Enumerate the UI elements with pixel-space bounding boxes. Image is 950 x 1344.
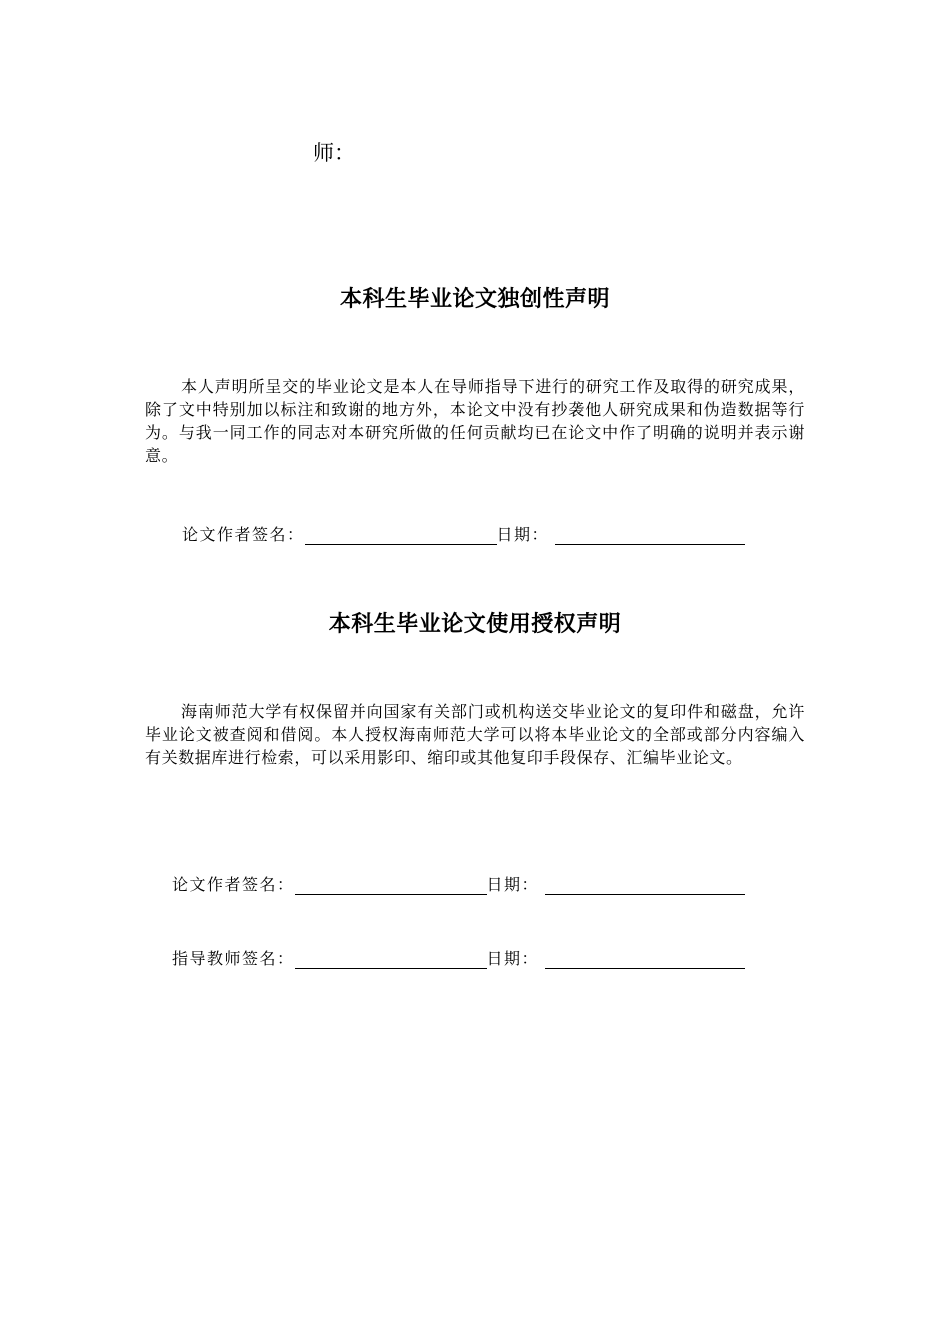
originality-title: 本科生毕业论文独创性声明 xyxy=(339,287,610,312)
author-signature-label: 论文作者签名： xyxy=(182,525,305,544)
author-signature-label: 论文作者签名： xyxy=(172,875,295,894)
authorization-advisor-signature-row xyxy=(172,948,745,970)
authorization-body: 海南师范大学有权保留并向国家有关部门或机构送交毕业论文的复印件和磁盘，允许毕业论文被查阅和借阅。本人授权海南师范大学可以将本毕业论文的全部或部分内容编入有关数据库进行检索，可以采用影印、缩印或其他复印手段保存、汇编毕业论文。 xyxy=(145,702,805,767)
date-line[interactable] xyxy=(555,528,745,545)
date-label: 日期： xyxy=(496,525,550,544)
originality-signature-row xyxy=(182,524,745,546)
date-line[interactable] xyxy=(545,878,745,895)
date-line[interactable] xyxy=(545,952,745,969)
authorization-author-signature-row xyxy=(172,874,745,896)
date-label: 日期： xyxy=(486,875,540,894)
originality-body: 本人声明所呈交的毕业论文是本人在导师指导下进行的研究工作及取得的研究成果，除了文中特别加以标注和致谢的地方外，本论文中没有抄袭他人研究成果和伪造数据等行为。与我一同工作的同志对本研究所做的任何贡献均已在论文中作了明确的说明并表示谢意。 xyxy=(145,377,805,465)
author-signature-line[interactable] xyxy=(295,878,487,895)
advisor-signature-line[interactable] xyxy=(295,952,487,969)
advisor-label-fragment: 师： xyxy=(313,141,355,165)
date-label: 日期： xyxy=(486,949,540,968)
authorization-title: 本科生毕业论文使用授权声明 xyxy=(328,612,622,637)
author-signature-line[interactable] xyxy=(305,528,497,545)
advisor-signature-label: 指导教师签名： xyxy=(172,949,295,968)
